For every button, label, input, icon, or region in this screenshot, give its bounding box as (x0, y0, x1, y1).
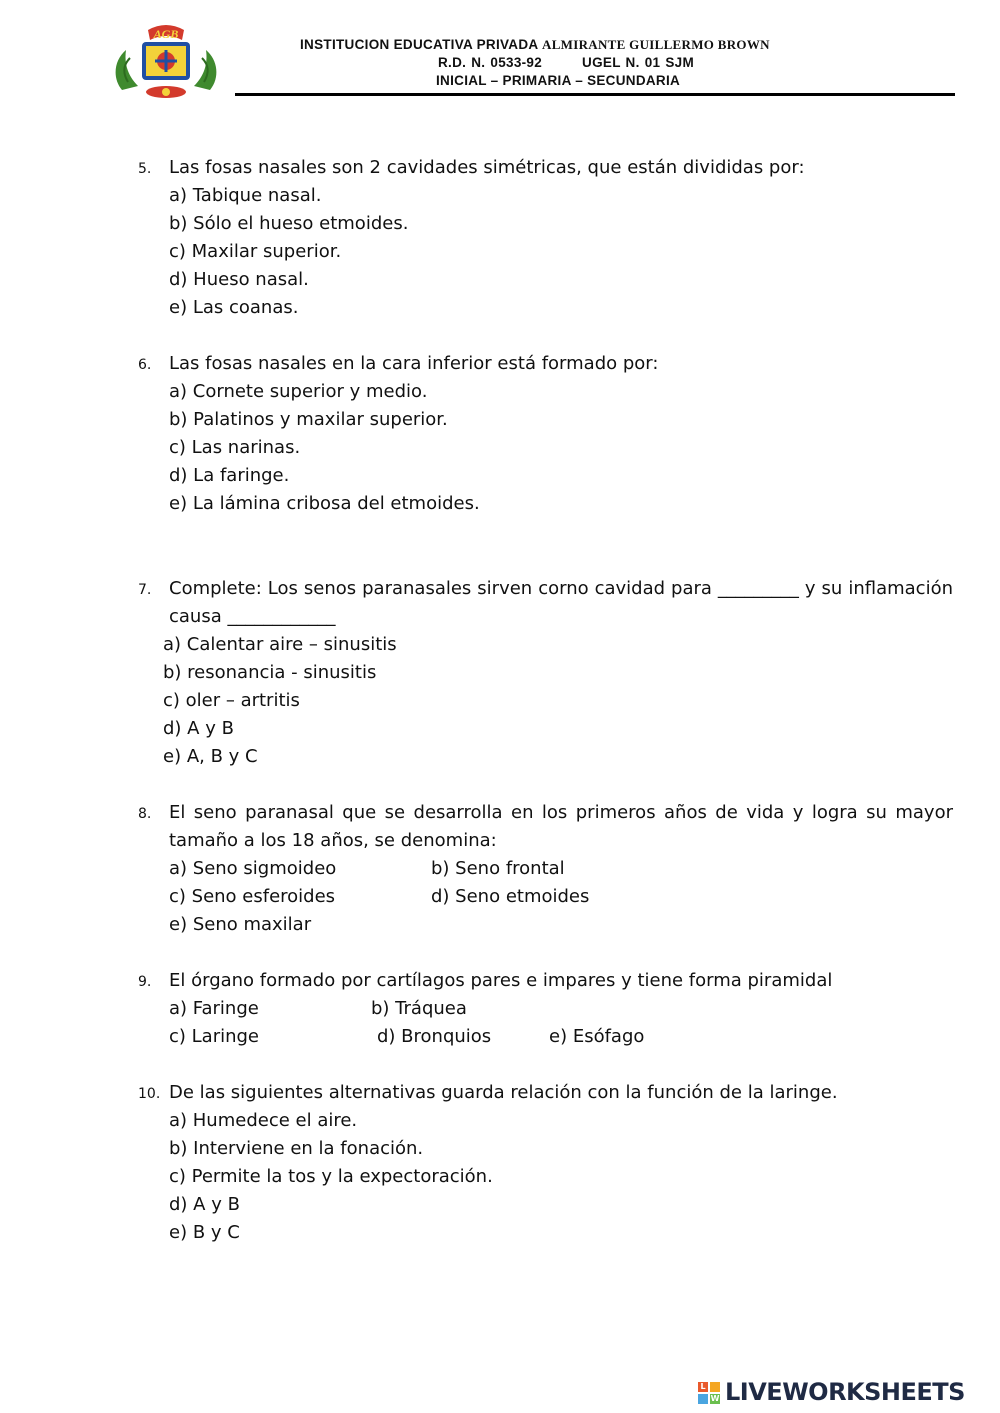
option-a: a) Seno sigmoideo (169, 858, 337, 879)
question-9 (138, 967, 953, 1051)
question-6 (138, 350, 953, 518)
question-text: Complete: Los senos paranasales sirven corno cavidad para _________ y su inflamación causa ____________ (169, 578, 953, 627)
option-d: d) Seno etmoides (431, 886, 590, 907)
option-c: c) Maxilar superior. (169, 241, 342, 262)
question-number: 10. (138, 1086, 161, 1102)
option-b: b) Sólo el hueso etmoides. (169, 213, 409, 234)
option-e: e) Las coanas. (169, 297, 299, 318)
liveworksheets-watermark (698, 1378, 993, 1410)
question-10 (138, 1079, 953, 1247)
option-e: e) Esófago (549, 1026, 645, 1047)
option-e: e) A, B y C (163, 746, 258, 767)
option-a: a) Tabique nasal. (169, 185, 322, 206)
watermark-text: LIVEWORKSHEETS (725, 1378, 965, 1406)
question-number: 8. (138, 806, 152, 822)
watermark-logo-box: W (710, 1394, 720, 1403)
option-c: c) Seno esferoides (169, 886, 336, 907)
option-a: a) Faringe (169, 998, 259, 1019)
question-number: 7. (138, 582, 152, 598)
watermark-logo-box (698, 1394, 708, 1404)
option-c: c) oler – artritis (163, 690, 300, 711)
question-text: De las siguientes alternativas guarda relación con la función de la laringe. (169, 1082, 838, 1103)
question-5 (138, 154, 953, 322)
rd-number: R.D. N. 0533-92 (438, 55, 543, 70)
question-8 (138, 799, 953, 939)
option-d: d) La faringe. (169, 465, 290, 486)
option-c: c) Las narinas. (169, 437, 301, 458)
option-c: c) Permite la tos y la expectoración. (169, 1166, 493, 1187)
question-text: Las fosas nasales en la cara inferior está formado por: (169, 353, 659, 374)
logo-text: AGB (153, 27, 179, 41)
option-b: b) Tráquea (371, 998, 467, 1019)
option-b: b) Palatinos y maxilar superior. (169, 409, 448, 430)
watermark-logo-box: L (698, 1382, 708, 1392)
school-prefix: INSTITUCION EDUCATIVA PRIVADA (300, 37, 538, 52)
question-7 (138, 575, 953, 771)
option-d: d) A y B (163, 718, 234, 739)
option-b: b) Seno frontal (431, 858, 565, 879)
option-d: d) Bronquios (377, 1026, 492, 1047)
option-e: e) Seno maxilar (169, 914, 312, 935)
school-name: ALMIRANTE GUILLERMO BROWN (542, 37, 770, 52)
header-rule (235, 93, 955, 96)
option-row (138, 855, 953, 883)
option-row (138, 1023, 953, 1051)
question-number: 6. (138, 357, 152, 373)
option-row (138, 995, 953, 1023)
question-text: Las fosas nasales son 2 cavidades simétricas, que están divididas por: (169, 157, 805, 178)
header-levels: INICIAL – PRIMARIA – SECUNDARIA (436, 73, 681, 88)
option-a: a) Cornete superior y medio. (169, 381, 428, 402)
question-text: El seno paranasal que se desarrolla en los primeros años de vida y logra su mayor tamaño a los 18 años, se denomina: (169, 802, 953, 851)
option-b: b) Interviene en la fonación. (169, 1138, 424, 1159)
option-d: d) A y B (169, 1194, 240, 1215)
option-a: a) Humedece el aire. (169, 1110, 358, 1131)
ugel-number: UGEL N. 01 SJM (582, 55, 695, 70)
question-number: 9. (138, 974, 152, 990)
option-row (138, 883, 953, 911)
watermark-logo-box (710, 1382, 720, 1392)
page-header (0, 0, 1000, 110)
header-line-2 (438, 55, 694, 70)
option-b: b) resonancia - sinusitis (163, 662, 377, 683)
option-c: c) Laringe (169, 1026, 260, 1047)
option-e: e) B y C (169, 1222, 240, 1243)
school-logo (108, 20, 224, 104)
question-number: 5. (138, 161, 152, 177)
option-d: d) Hueso nasal. (169, 269, 309, 290)
option-a: a) Calentar aire – sinusitis (163, 634, 397, 655)
option-e: e) La lámina cribosa del etmoides. (169, 493, 480, 514)
header-line-1 (300, 37, 770, 53)
question-text: El órgano formado por cartílagos pares e impares y tiene forma piramidal (169, 970, 833, 991)
